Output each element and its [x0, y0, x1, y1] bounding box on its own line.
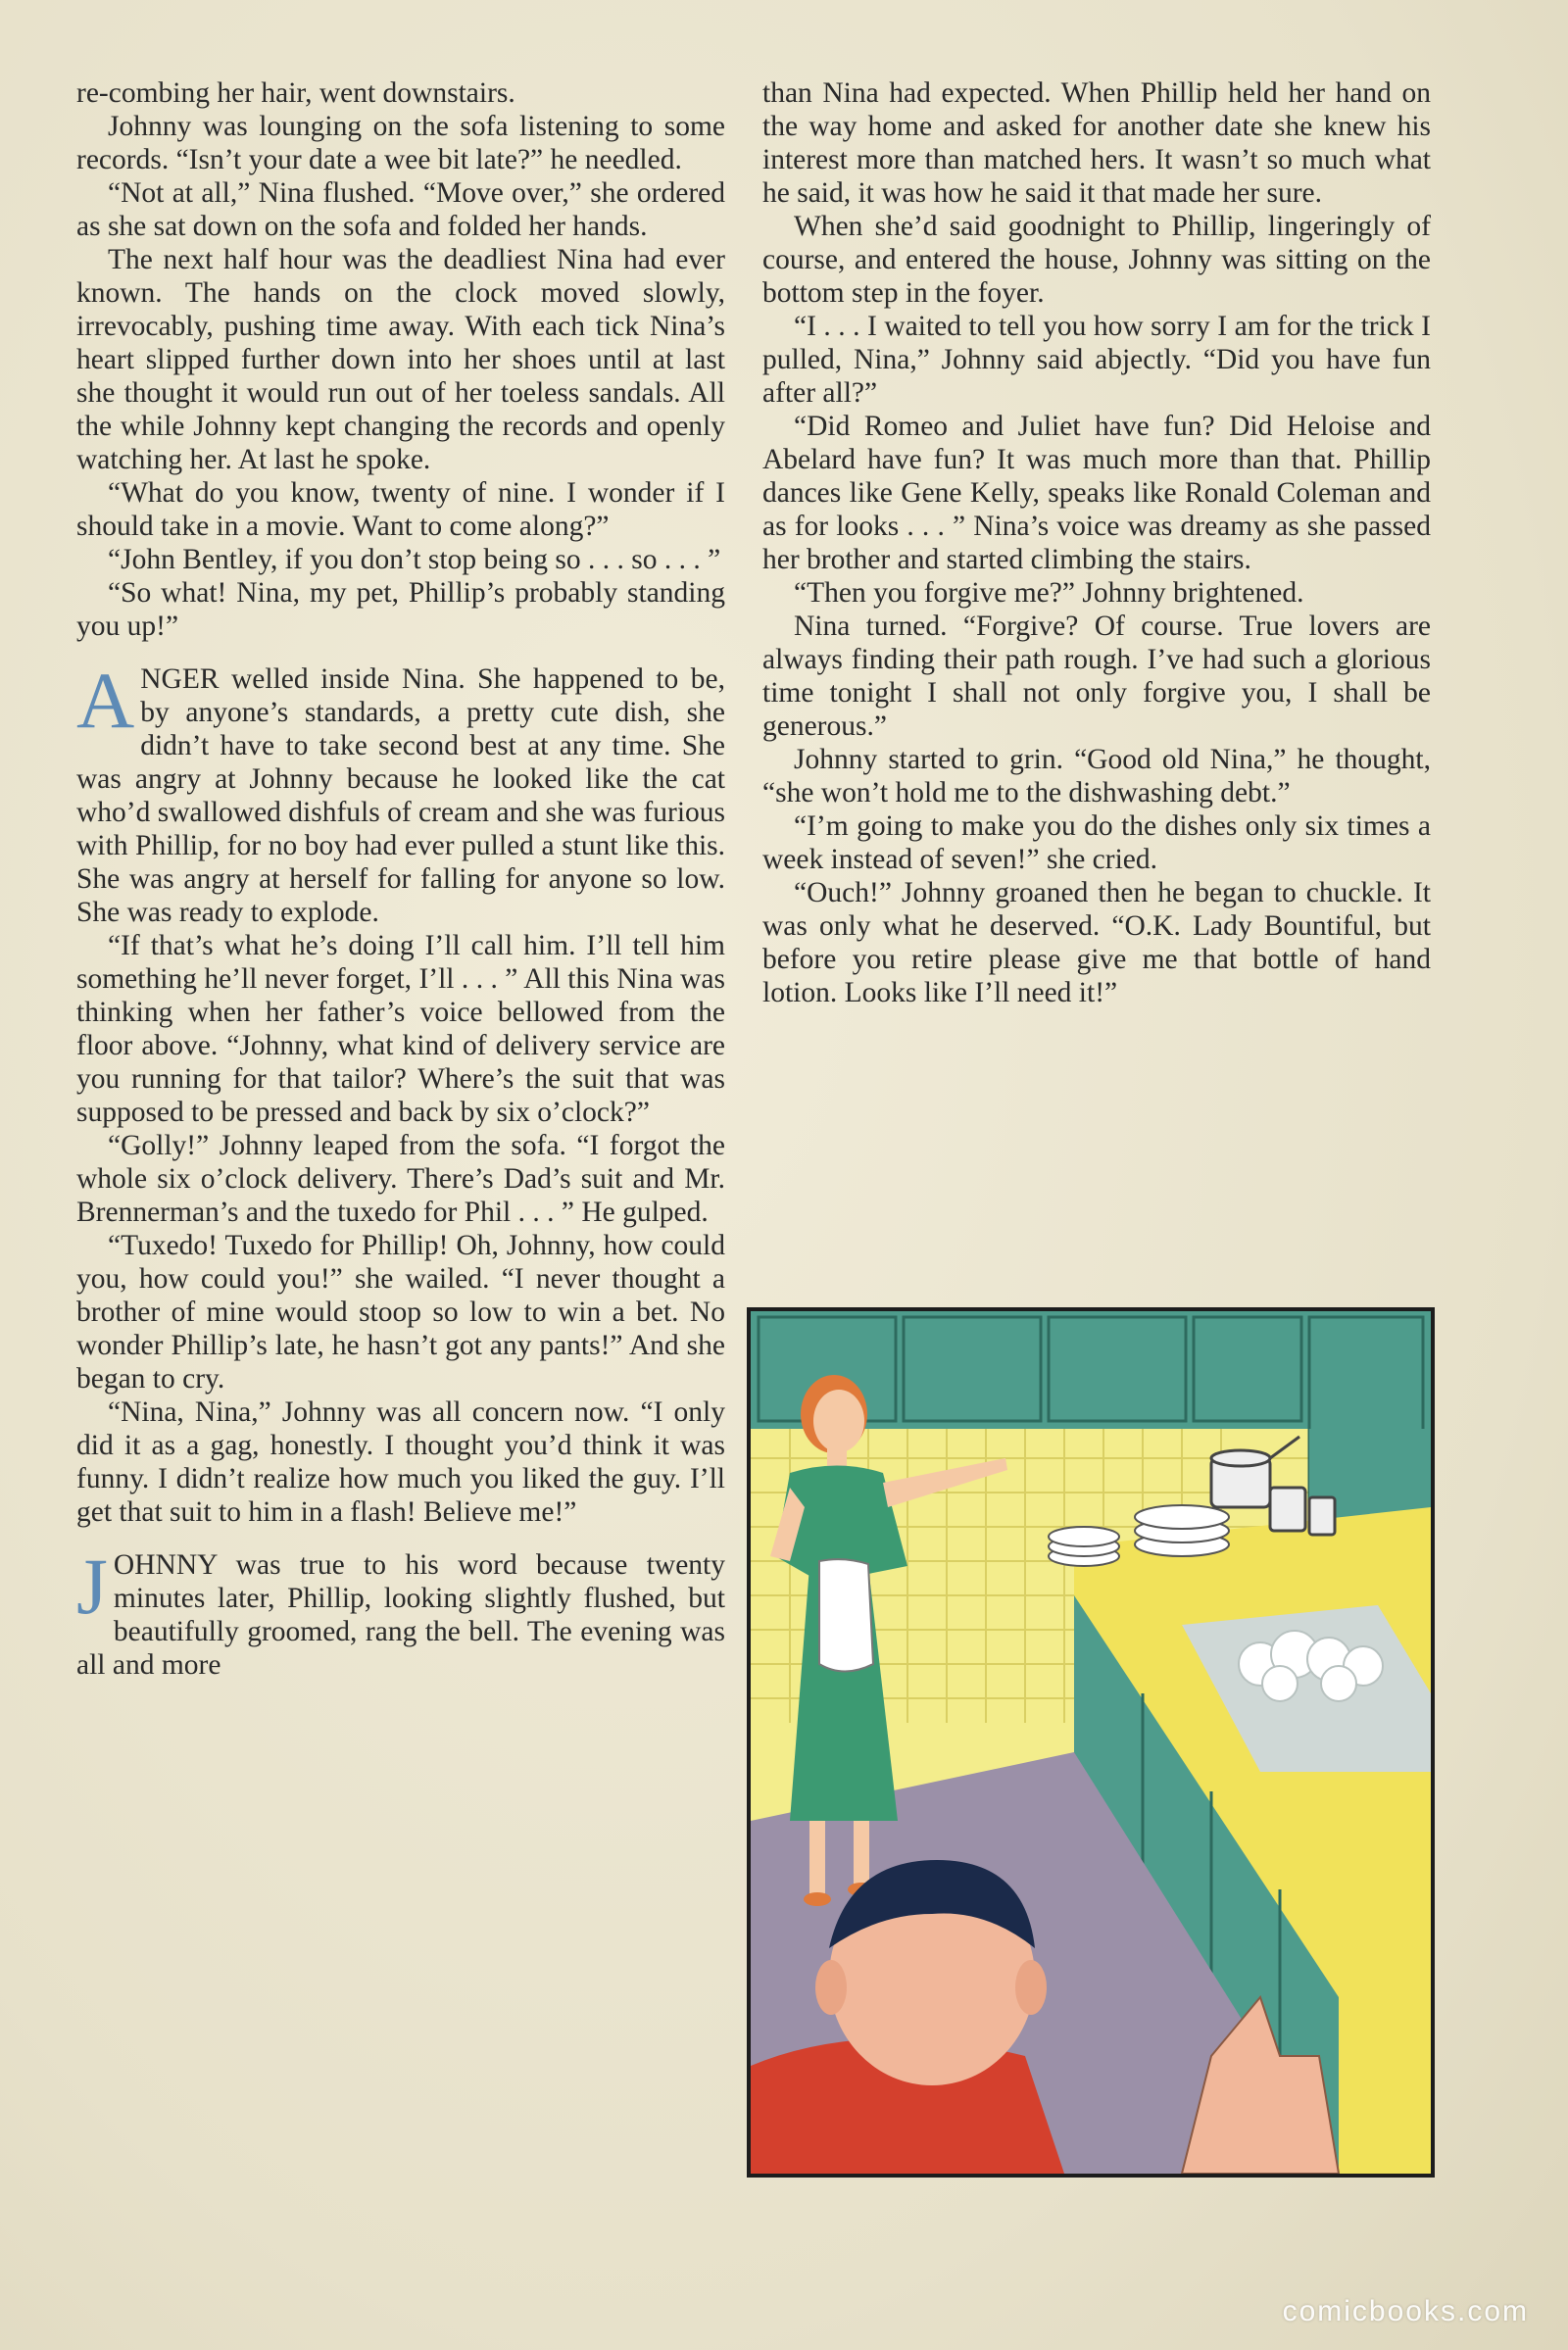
- paragraph-text: “I’m going to make you do the dishes only six times a week instead of seven!” she cried.: [762, 810, 1431, 875]
- paragraph-text: Nina turned. “Forgive? Of course. True lovers are always finding their path rough. I’ve had such a glorious time tonight I shall not only forgive you, I shall be generous.”: [762, 611, 1431, 742]
- paragraph-text: “If that’s what he’s doing I’ll call him. I’ll tell him something he’ll never forget, I’ll . . . ” All this Nina was thinking when her father’s voice bellowed from the floor above. “Johnny, what kind of delivery service are you running for that tailor? Where’s the suit that was supposed to be pressed and back by six o’clock?”: [76, 930, 725, 1128]
- paragraph: [76, 176, 725, 243]
- paragraph-text: “Golly!” Johnny leaped from the sofa. “I forgot the whole six o’clock delivery. There’s Dad’s suit and Mr. Brennerman’s and the tuxedo for Phil . . . ” He gulped.: [76, 1130, 725, 1228]
- paragraph: [76, 576, 725, 643]
- paragraph: [76, 476, 725, 543]
- paragraph: [762, 876, 1431, 1009]
- paragraph-text: “I . . . I waited to tell you how sorry I am for the trick I pulled, Nina,” Johnny said abjectly. “Did you have fun after all?”: [762, 311, 1431, 409]
- paragraph: [762, 743, 1431, 809]
- paragraph-text: When she’d said goodnight to Phillip, lingeringly of course, and entered the house, Johnny was sitting on the bottom step in the foyer.: [762, 211, 1431, 309]
- paragraph: [76, 656, 725, 929]
- paragraph-text: “Tuxedo! Tuxedo for Phillip! Oh, Johnny, how could you, how could you!” she wailed. “I never thought a brother of mine would stoop so low to win a bet. No wonder Phillip’s late, he hasn’t got any pants!” And she began to cry.: [76, 1230, 725, 1395]
- paragraph: [762, 210, 1431, 310]
- paragraph-text: Johnny was lounging on the sofa listening to some records. “Isn’t your date a wee bit late?” he needled.: [76, 111, 725, 175]
- paragraph: [762, 410, 1431, 576]
- paragraph: [76, 1229, 725, 1395]
- paragraph: [762, 809, 1431, 876]
- paragraph: [762, 610, 1431, 743]
- paragraph: [76, 243, 725, 476]
- drop-cap-letter: J: [76, 1542, 108, 1631]
- paragraph-text: “What do you know, twenty of nine. I wonder if I should take in a movie. Want to come along?”: [76, 477, 725, 542]
- watermark: comicbooks.com: [1282, 2295, 1529, 2327]
- paragraph: [762, 76, 1431, 210]
- left-text-column: [76, 76, 725, 1682]
- paragraph: [76, 1542, 725, 1682]
- paragraph-text: “Did Romeo and Juliet have fun? Did Heloise and Abelard have fun? It was much more than that. Phillip dances like Gene Kelly, speaks like Ronald Coleman and as for looks . . . ” Nina’s voice was dreamy as she passed her brother and started climbing the stairs.: [762, 411, 1431, 575]
- paragraph-text: “Nina, Nina,” Johnny was all concern now. “I only did it as a gag, honestly. I thought you’d think it was funny. I didn’t realize how much you liked the guy. I’ll get that suit to him in a flash! Believe me!”: [76, 1396, 725, 1528]
- paragraph: [76, 543, 725, 576]
- paragraph-text: than Nina had expected. When Phillip held her hand on the way home and asked for another date she knew his interest more than matched hers. It wasn’t so much what he said, it was how he said it that made her sure.: [762, 77, 1431, 209]
- right-text-column: [762, 76, 1431, 1009]
- paragraph-text: OHNNY was true to his word because twenty minutes later, Phillip, looking slightly flushed, but beautifully groomed, rang the bell. The evening was all and more: [76, 1549, 725, 1681]
- paragraph-text: “So what! Nina, my pet, Phillip’s probably standing you up!”: [76, 577, 725, 642]
- kitchen-illustration: [747, 1307, 1435, 2178]
- paragraph-text: Johnny started to grin. “Good old Nina,” he thought, “she won’t hold me to the dishwashing debt.”: [762, 744, 1431, 808]
- paragraph-text: The next half hour was the deadliest Nina had ever known. The hands on the clock moved slowly, irrevocably, pushing time away. With each tick Nina’s heart slipped further down into her shoes until at last she thought it would run out of her toeless sandals. All the while Johnny kept changing the records and openly watching her. At last he spoke.: [76, 244, 725, 475]
- paragraph-text: “Ouch!” Johnny groaned then he began to chuckle. It was only what he deserved. “O.K. Lady Bountiful, but before you retire please give me that bottle of hand lotion. Looks like I’ll need it!”: [762, 877, 1431, 1008]
- paragraph: [762, 576, 1431, 610]
- paragraph: [76, 76, 725, 110]
- kitchen-scene: [751, 1311, 1431, 2174]
- paragraph: [76, 1129, 725, 1229]
- paragraph: [76, 110, 725, 176]
- paragraph: [76, 929, 725, 1129]
- paragraph-text: “John Bentley, if you don’t stop being so . . . so . . . ”: [108, 544, 721, 575]
- drop-cap-letter: A: [76, 656, 135, 745]
- paragraph: [76, 1395, 725, 1529]
- paragraph: [762, 310, 1431, 410]
- paragraph-text: NGER welled inside Nina. She happened to be, by anyone’s standards, a pretty cute dish, she didn’t have to take second best at any time. She was angry at Johnny because he looked like the cat who’d swallowed dishfuls of cream and she was furious with Phillip, for no boy had ever pulled a stunt like this. She was angry at herself for falling for anyone so low. She was ready to explode.: [76, 663, 725, 928]
- paragraph-text: “Then you forgive me?” Johnny brightened.: [794, 577, 1304, 609]
- paragraph-text: re-combing her hair, went downstairs.: [76, 77, 515, 109]
- paragraph-text: “Not at all,” Nina flushed. “Move over,” she ordered as she sat down on the sofa and folded her hands.: [76, 177, 725, 242]
